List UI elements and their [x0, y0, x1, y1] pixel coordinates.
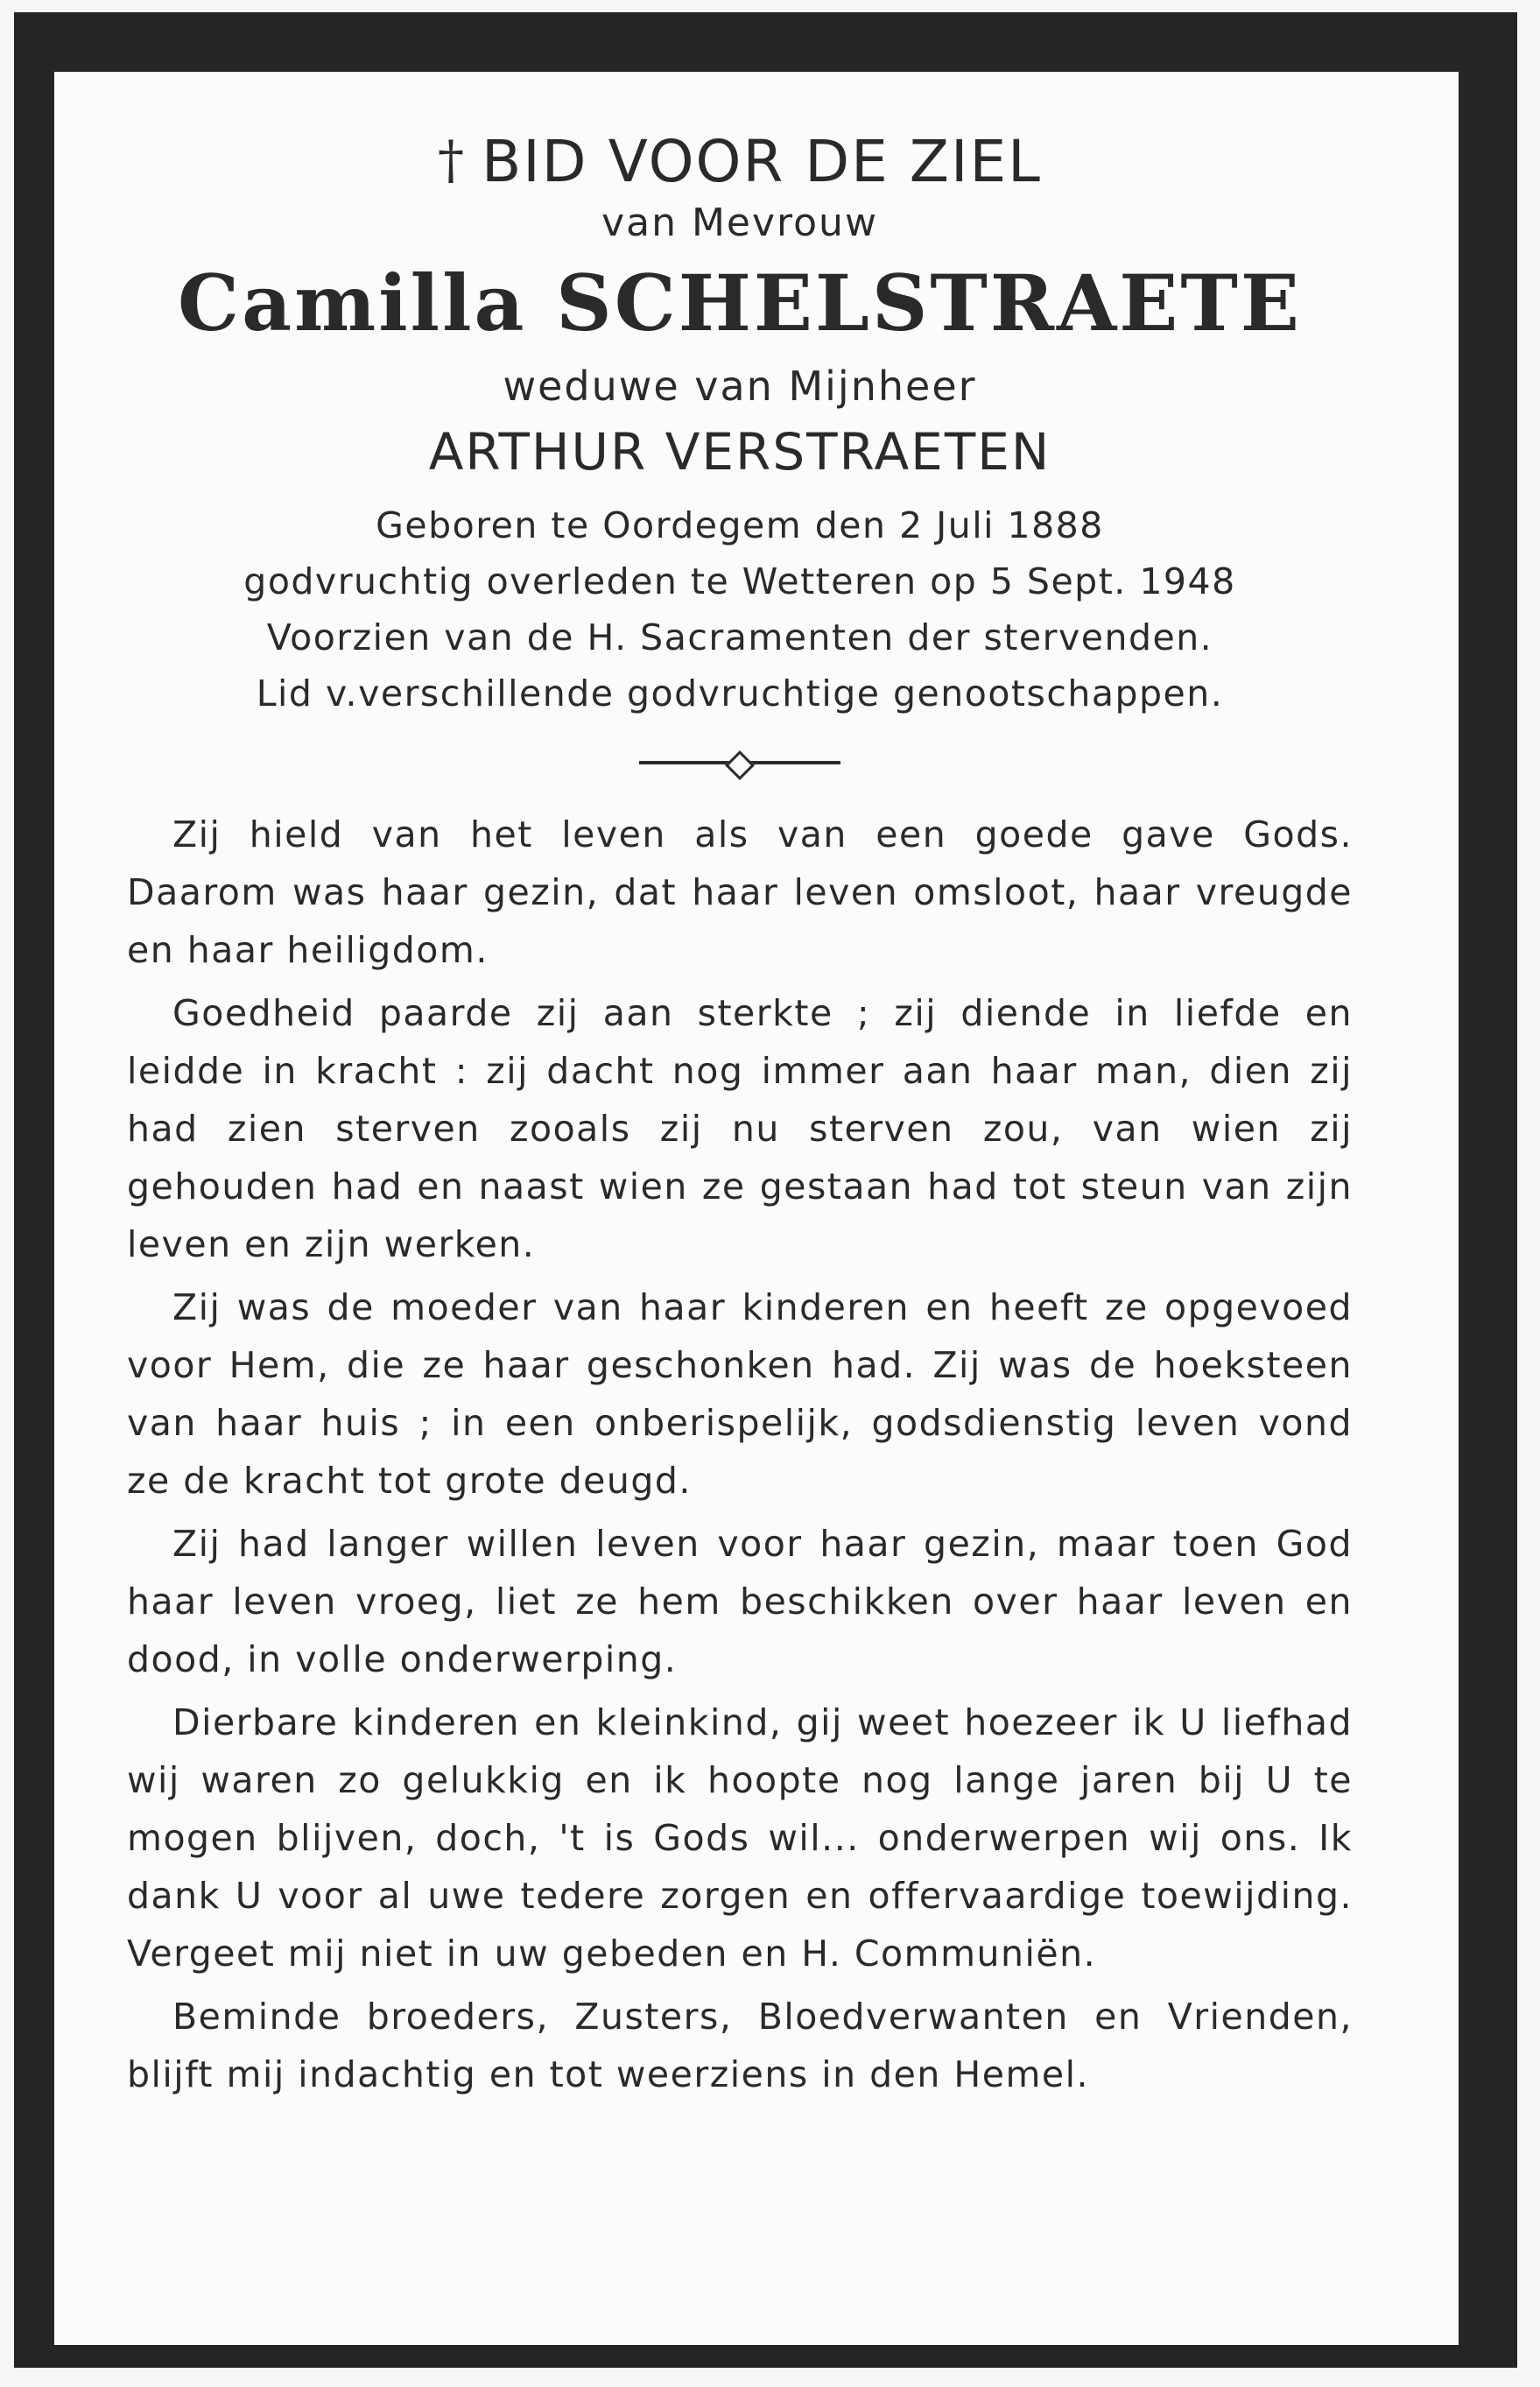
fact-line: Voorzien van de H. Sacramenten der stervenden. — [266, 616, 1213, 659]
fact-line: godvruchtig overleden te Wetteren op 5 Sept. 1948 — [243, 560, 1236, 603]
paragraph: Zij was de moeder van haar kinderen en heeft ze opgevoed voor Hem, die ze haar geschonken had. Zij was de hoeksteen van haar huis ; in een onberispelijk, godsdienstig leven vond ze de kracht tot grote deugd. — [127, 1286, 1353, 1503]
text-body — [127, 806, 1353, 2103]
paragraph: Dierbare kinderen en kleinkind, gij weet hoezeer ik U liefhad wij waren zo gelukkig en ik hoopte nog lange jaren bij U te mogen blijven, doch, 't is Gods wil... onderwerpen wij ons. Ik dank U voor al uwe tedere zorgen en offervaardige toewijding. Vergeet mij niet in uw gebeden en H. Communiën. — [127, 1701, 1353, 1975]
card-content — [127, 128, 1353, 2109]
husband-name: ARTHUR VERSTRAETEN — [428, 422, 1051, 482]
diamond-icon — [725, 750, 755, 780]
widow-of: weduwe van Mijnheer — [503, 363, 977, 411]
deceased-name: Camilla SCHELSTRAETE — [178, 257, 1302, 349]
ornament-divider — [639, 750, 840, 776]
van-mevrouw: van Mevrouw — [601, 201, 878, 246]
paragraph: Goedheid paarde zij aan sterkte ; zij diende in liefde en leidde in kracht : zij dacht nog immer aan haar man, dien zij had zien sterven zooals zij nu sterven zou, van wien zij gehouden had en naast wien ze gestaan had tot steun van zijn leven en zijn werken. — [127, 992, 1353, 1266]
heading-line — [127, 128, 1353, 195]
fact-line: Geboren te Oordegem den 2 Juli 1888 — [376, 504, 1104, 547]
facts-block — [127, 497, 1353, 722]
cross-icon: † — [438, 130, 467, 191]
fact-line: Lid v.verschillende godvruchtige genootschappen. — [256, 672, 1224, 715]
paragraph: Beminde broeders, Zusters, Bloedverwanten en Vrienden, blijft mij indachtig en tot weerziens in den Hemel. — [127, 1996, 1353, 2096]
paragraph: Zij hield van het leven als van een goede gave Gods. Daarom was haar gezin, dat haar leven omsloot, haar vreugde en haar heiligdom. — [127, 813, 1353, 972]
paragraph: Zij had langer willen leven voor haar gezin, maar toen God haar leven vroeg, liet ze hem beschikken over haar leven en dood, in volle onderwerping. — [127, 1523, 1353, 1681]
heading: BID VOOR DE ZIEL — [482, 128, 1042, 195]
